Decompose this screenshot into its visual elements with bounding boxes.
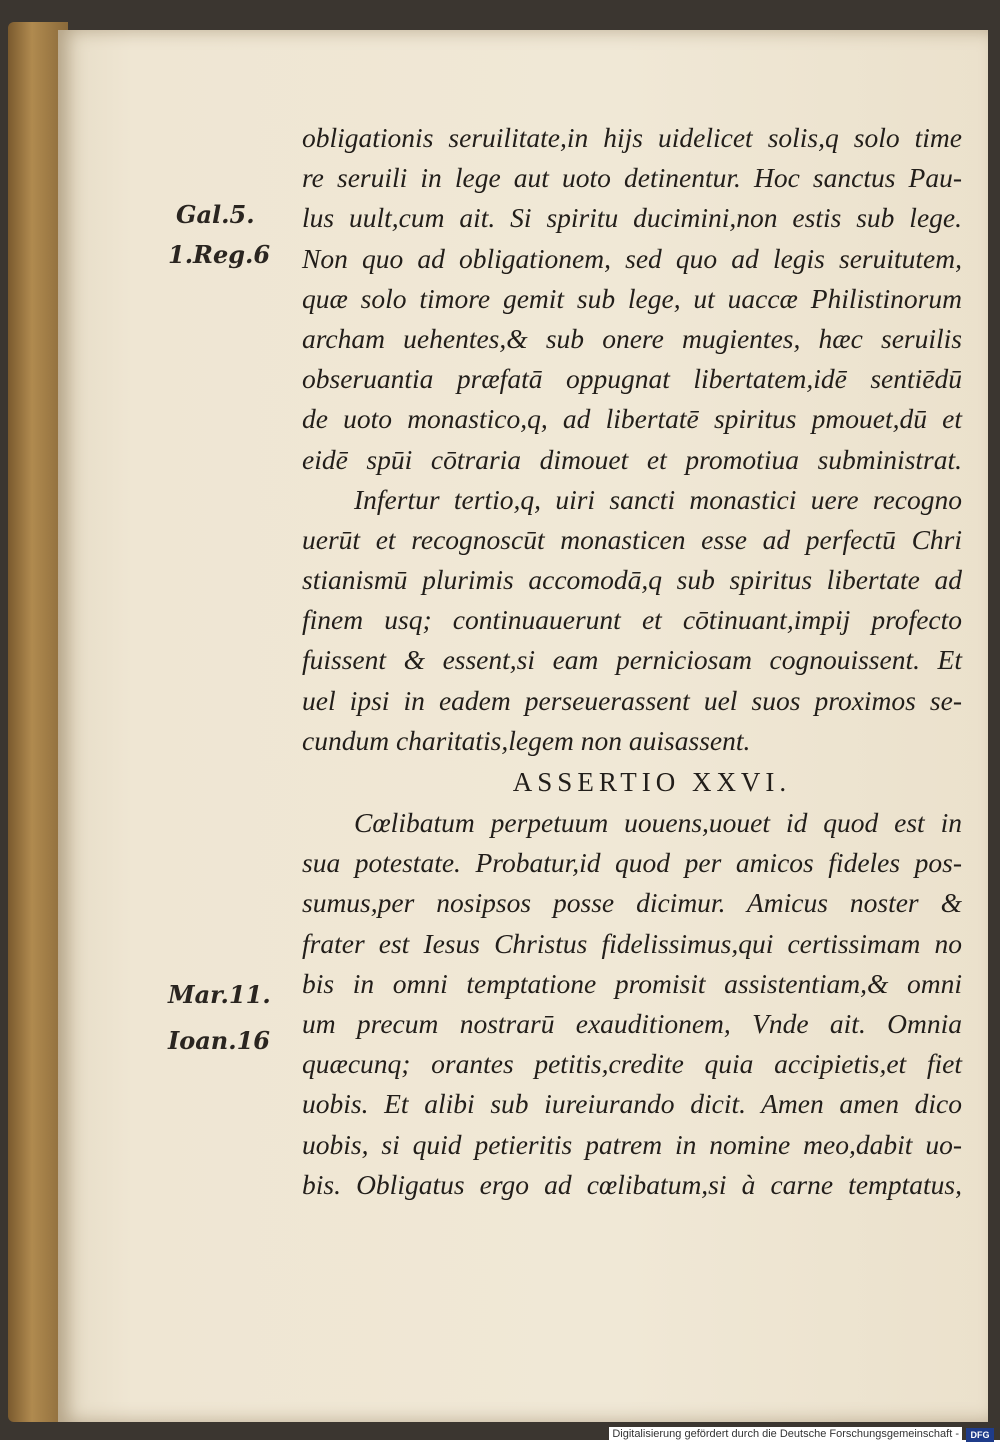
section-heading: ASSERTIO XXVI. <box>512 767 792 797</box>
text-line: uerūt et recognoscūt monasticen esse ad perfectū Chri <box>302 523 962 555</box>
text-line: um precum nostrarū exauditionem, Vnde ait. Omnia <box>302 1007 962 1039</box>
text-line: frater est Iesus Christus fidelissimus,qui certissimam no <box>302 927 962 959</box>
text-line: cundum charitatis,legem non auisassent. <box>302 724 751 756</box>
text-line: finem usq; continuauerunt et cōtinuant,impij profecto <box>302 604 962 636</box>
margin-note: Gal.5. <box>176 200 255 229</box>
text-line: bis. Obligatus ergo ad cœlibatum,si à carne temptatus, <box>302 1168 962 1200</box>
text-line: archam uehentes,& sub onere mugientes, hæc seruilis <box>302 322 962 354</box>
text-line: fuissent & essent,si eam perniciosam cognouissent. Et <box>302 644 962 676</box>
margin-note: 1.Reg.6 <box>168 240 271 269</box>
text-line: obseruantia præfatā oppugnat libertatem,idē sentiēdū <box>302 363 962 395</box>
text-line: uobis, si quid petieritis patrem in nomine meo,dabit uo- <box>302 1128 962 1160</box>
text-line: Infertur tertio,q, uiri sancti monastici uere recogno <box>354 483 962 515</box>
margin-note: Ioan.16 <box>168 1026 270 1055</box>
text-line: quæ solo timore gemit sub lege, ut uaccæ Philistinorum <box>302 282 962 314</box>
funding-credit: Digitalisierung gefördert durch die Deutsche Forschungsgemeinschaft - <box>609 1427 962 1441</box>
text-line: sumus,per nosipsos posse dicimur. Amicus noster & <box>302 887 962 919</box>
text-line: uel ipsi in eadem perseuerassent uel suos proximos se- <box>302 684 962 716</box>
text-line: sua potestate. Probatur,id quod per amicos fideles pos- <box>302 847 962 879</box>
text-line: eidē spūi cōtraria dimouet et promotiua subministrat. <box>302 443 962 475</box>
footer-bar <box>0 1440 1000 1452</box>
margin-note: Mar.11. <box>168 980 271 1009</box>
text-line: Non quo ad obligationem, sed quo ad legis seruitutem, <box>302 242 962 274</box>
text-line: re seruili in lege aut uoto detinentur. Hoc sanctus Pau- <box>302 162 962 194</box>
text-line: stianismū plurimis accomodā,q sub spiritus libertate ad <box>302 564 962 596</box>
text-line: obligationis seruilitate,in hijs uidelicet solis,q solo time <box>302 122 962 153</box>
text-line: lus uult,cum ait. Si spiritu ducimini,non estis sub lege. <box>302 202 962 234</box>
main-text-block <box>302 118 962 1205</box>
text-line: quæcunq; orantes petitis,credite quia accipietis,et fiet <box>302 1048 962 1080</box>
text-line: de uoto monastico,q, ad libertatē spiritus pmouet,dū et <box>302 403 962 435</box>
dfg-logo: DFG <box>966 1428 994 1442</box>
text-line: Cœlibatum perpetuum uouens,uouet id quod est in <box>354 807 962 838</box>
text-line: bis in omni temptatione promisit assistentiam,& omni <box>302 967 962 999</box>
text-line: uobis. Et alibi sub iureiurando dicit. Amen amen dico <box>302 1088 962 1120</box>
